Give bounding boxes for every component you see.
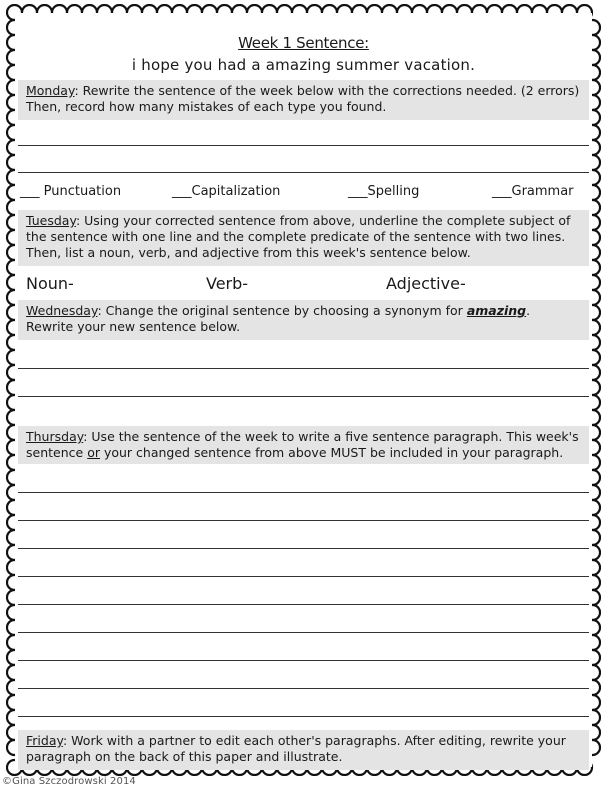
writing-line[interactable]	[18, 632, 589, 633]
friday-text: : Work with a partner to edit each other's paragraphs. After editing, rewrite your paragraph on the back of this paper and illustrate.	[26, 733, 566, 764]
worksheet	[18, 30, 589, 774]
noun-label[interactable]: Noun-	[26, 274, 74, 293]
parts-of-speech-row	[18, 274, 589, 296]
checklist-label: Grammar	[511, 184, 574, 199]
writing-line[interactable]	[18, 604, 589, 605]
writing-line[interactable]	[18, 145, 589, 146]
writing-line[interactable]	[18, 396, 589, 397]
writing-line[interactable]	[18, 688, 589, 689]
page-title: Week 1 Sentence:	[238, 34, 369, 52]
writing-line[interactable]	[18, 520, 589, 521]
checklist-item-spelling[interactable]	[348, 184, 419, 199]
thursday-instructions	[18, 426, 589, 464]
writing-line[interactable]	[18, 660, 589, 661]
friday-instructions	[18, 730, 589, 770]
checklist-blank: ___	[20, 184, 40, 199]
verb-label[interactable]: Verb-	[206, 274, 249, 293]
wednesday-text-before: : Change the original sentence by choosing a synonym for	[97, 303, 467, 318]
writing-line[interactable]	[18, 368, 589, 369]
thursday-text-before: : Use the sentence of the week to write a five sentence paragraph. This week's sentence	[26, 429, 579, 460]
copyright-footer: ©Gina Szczodrowski 2014	[2, 776, 136, 787]
sentence-of-the-week: i hope you had a amazing summer vacation.	[131, 56, 476, 74]
checklist-item-grammar[interactable]	[492, 184, 574, 199]
checklist-label: Capitalization	[191, 184, 281, 199]
wednesday-keyword: amazing	[466, 303, 527, 318]
tuesday-text: : Using your corrected sentence from above, underline the complete subject of the sentence with one line and the complete predicate of the sentence with two lines. Then, list a noun, verb, and adjective from this week's sentence below.	[26, 213, 571, 260]
monday-text: : Rewrite the sentence of the week below with the corrections needed. (2 errors) Then, record how many mistakes of each type you found.	[26, 83, 580, 114]
writing-line[interactable]	[18, 576, 589, 577]
checklist-item-punctuation[interactable]	[20, 184, 121, 199]
writing-line[interactable]	[18, 548, 589, 549]
error-checklist	[18, 184, 589, 204]
writing-line[interactable]	[18, 492, 589, 493]
tuesday-label: Tuesday	[26, 213, 76, 228]
tuesday-instructions	[18, 210, 589, 266]
thursday-label: Thursday	[26, 429, 84, 444]
monday-label: Monday	[26, 83, 75, 98]
thursday-text-after: your changed sentence from above MUST be included in your paragraph.	[99, 445, 564, 460]
checklist-label: Spelling	[367, 184, 420, 199]
wednesday-instructions	[18, 300, 589, 340]
checklist-label: Punctuation	[39, 184, 122, 199]
checklist-blank: ___	[348, 184, 368, 199]
wednesday-label: Wednesday	[26, 303, 98, 318]
checklist-blank: ___	[492, 184, 512, 199]
writing-line[interactable]	[18, 172, 589, 173]
monday-instructions	[18, 80, 589, 120]
checklist-item-capitalization[interactable]	[172, 184, 280, 199]
adjective-label[interactable]: Adjective-	[386, 274, 466, 293]
thursday-keyword: or	[87, 445, 100, 460]
checklist-blank: ___	[172, 184, 192, 199]
wednesday-text-after: . Rewrite your new sentence below.	[26, 303, 531, 334]
friday-label: Friday	[26, 733, 63, 748]
writing-line[interactable]	[18, 716, 589, 717]
